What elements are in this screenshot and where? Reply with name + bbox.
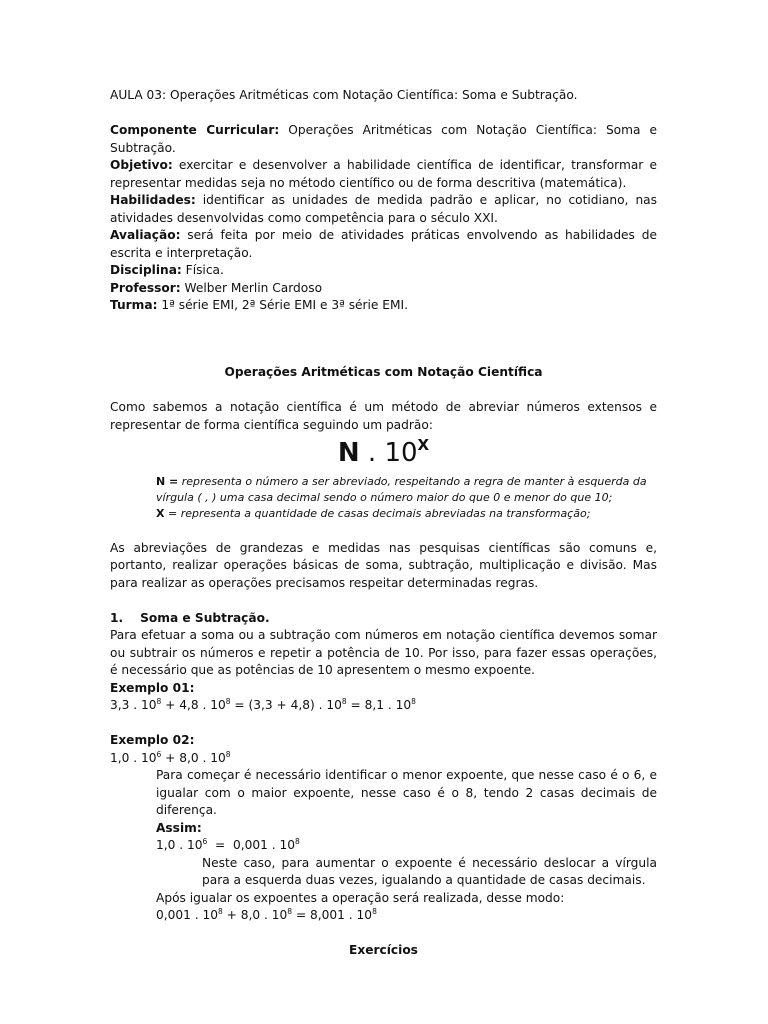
example-02-explanation: Para começar é necessário identificar o menor expoente, que nesse caso é o 6, e igualar com o maior expoente, nesse caso é o 8, tendo 2 casas decimais de diferença. xyxy=(156,768,657,817)
field-label: Componente Curricular: xyxy=(110,123,280,137)
field-text: Operações Aritméticas com Notação Científica: Soma e Subtração. xyxy=(110,123,657,155)
field-text: exercitar e desenvolver a habilidade científica de identificar, transformar e representar medidas seja no método científico ou de forma descritiva (matemática). xyxy=(110,158,657,190)
example-02-equation: 1,0 . $10^6 + 8,0$ . $10^8$ xyxy=(110,749,231,765)
field-label: Avaliação: xyxy=(110,228,181,242)
field-habilidades xyxy=(110,192,657,227)
formula-dot: . xyxy=(359,438,385,468)
assim-label: Assim: xyxy=(156,820,202,835)
soma-text: Para efetuar a soma ou a subtração com números em notação científica devemos somar ou subtrair os números e repetir a potência de 10. Por isso, para fazer essas operações, é necessário que as potências de 10 apresentem o mesmo expoente. xyxy=(110,628,657,677)
formula xyxy=(110,434,657,472)
field-label: Habilidades: xyxy=(110,193,196,207)
field-label: Objetivo: xyxy=(110,158,173,172)
lesson-title: AULA 03: Operações Aritméticas com Notação Científica: Soma e Subtração. xyxy=(110,88,578,102)
after-explanation: Após igualar os expoentes a operação será realizada, desse modo: xyxy=(156,890,565,905)
formula-exponent: X xyxy=(417,436,430,454)
final-equation: 0,001 . $10^8 + 8,0$ . $10^8 = 8,001$ . $10^8$ xyxy=(156,907,377,922)
field-disciplina xyxy=(110,262,657,280)
shift-explanation: Neste caso, para aumentar o expoente é necessário deslocar a vírgula para a esquerda duas vezes, igualando a quantidade de casas decimais. xyxy=(202,855,657,887)
field-avaliacao xyxy=(110,227,657,262)
field-text: Welber Merlin Cardoso xyxy=(180,280,323,295)
example-01-equation: 3,3 . $10^8 + 4,8$ . $10^8 = (3,3 + 4,8)$ . $10^8 = 8,1$ . $10^8$ xyxy=(110,697,416,712)
field-text: Física. xyxy=(181,263,224,277)
field-objetivo xyxy=(110,157,657,192)
formula-base: 10 xyxy=(384,438,418,468)
paragraph-abreviacoes: As abreviações de grandezas e medidas nas pesquisas científicas são comuns e, portanto, realizar operações básicas de soma, subtração, multiplicação e divisão. Mas para realizar as operações precisamos respeitar determinadas regras. xyxy=(110,540,657,590)
document-body xyxy=(110,87,657,960)
field-text: identificar as unidades de medida padrão e aplicar, no cotidiano, nas atividades desenvolvidas como competência para o século XXI. xyxy=(110,193,657,225)
field-text: será feita por meio de atividades práticas envolvendo as habilidades de escrita e interpretação. xyxy=(110,228,657,260)
equalize-equation: 1,0 . $10^6 = 0,001$ . $10^8$ xyxy=(156,837,300,852)
field-label: Disciplina: xyxy=(110,263,182,277)
example-02-title: Exemplo 02: xyxy=(110,733,195,747)
field-label: Professor: xyxy=(110,280,181,295)
field-text: 1ª série EMI, 2ª Série EMI e 3ª série EMI. xyxy=(157,298,408,312)
legend-n: N = representa o número a ser abreviado, respeitando a regra de manter à esquerda da vírgula ( , ) uma casa decimal sendo o número maior do que 0 e menor do que 10; xyxy=(156,475,647,504)
field-componente xyxy=(110,122,657,157)
field-turma xyxy=(110,297,657,315)
formula-n: N xyxy=(337,438,360,468)
exercicios-heading: Exercícios xyxy=(349,943,418,957)
field-professor xyxy=(110,280,657,298)
section-title: Operações Aritméticas com Notação Científica xyxy=(224,365,543,379)
legend-x: X = representa a quantidade de casas decimais abreviadas na transformação; xyxy=(156,507,591,520)
example-01-title: Exemplo 01: xyxy=(110,680,195,695)
field-label: Turma: xyxy=(110,298,158,312)
intro-paragraph: Como sabemos a notação científica é um método de abreviar números extensos e representar de forma científica seguindo um padrão: xyxy=(110,400,657,432)
soma-heading: 1. Soma e Subtração. xyxy=(110,610,270,625)
